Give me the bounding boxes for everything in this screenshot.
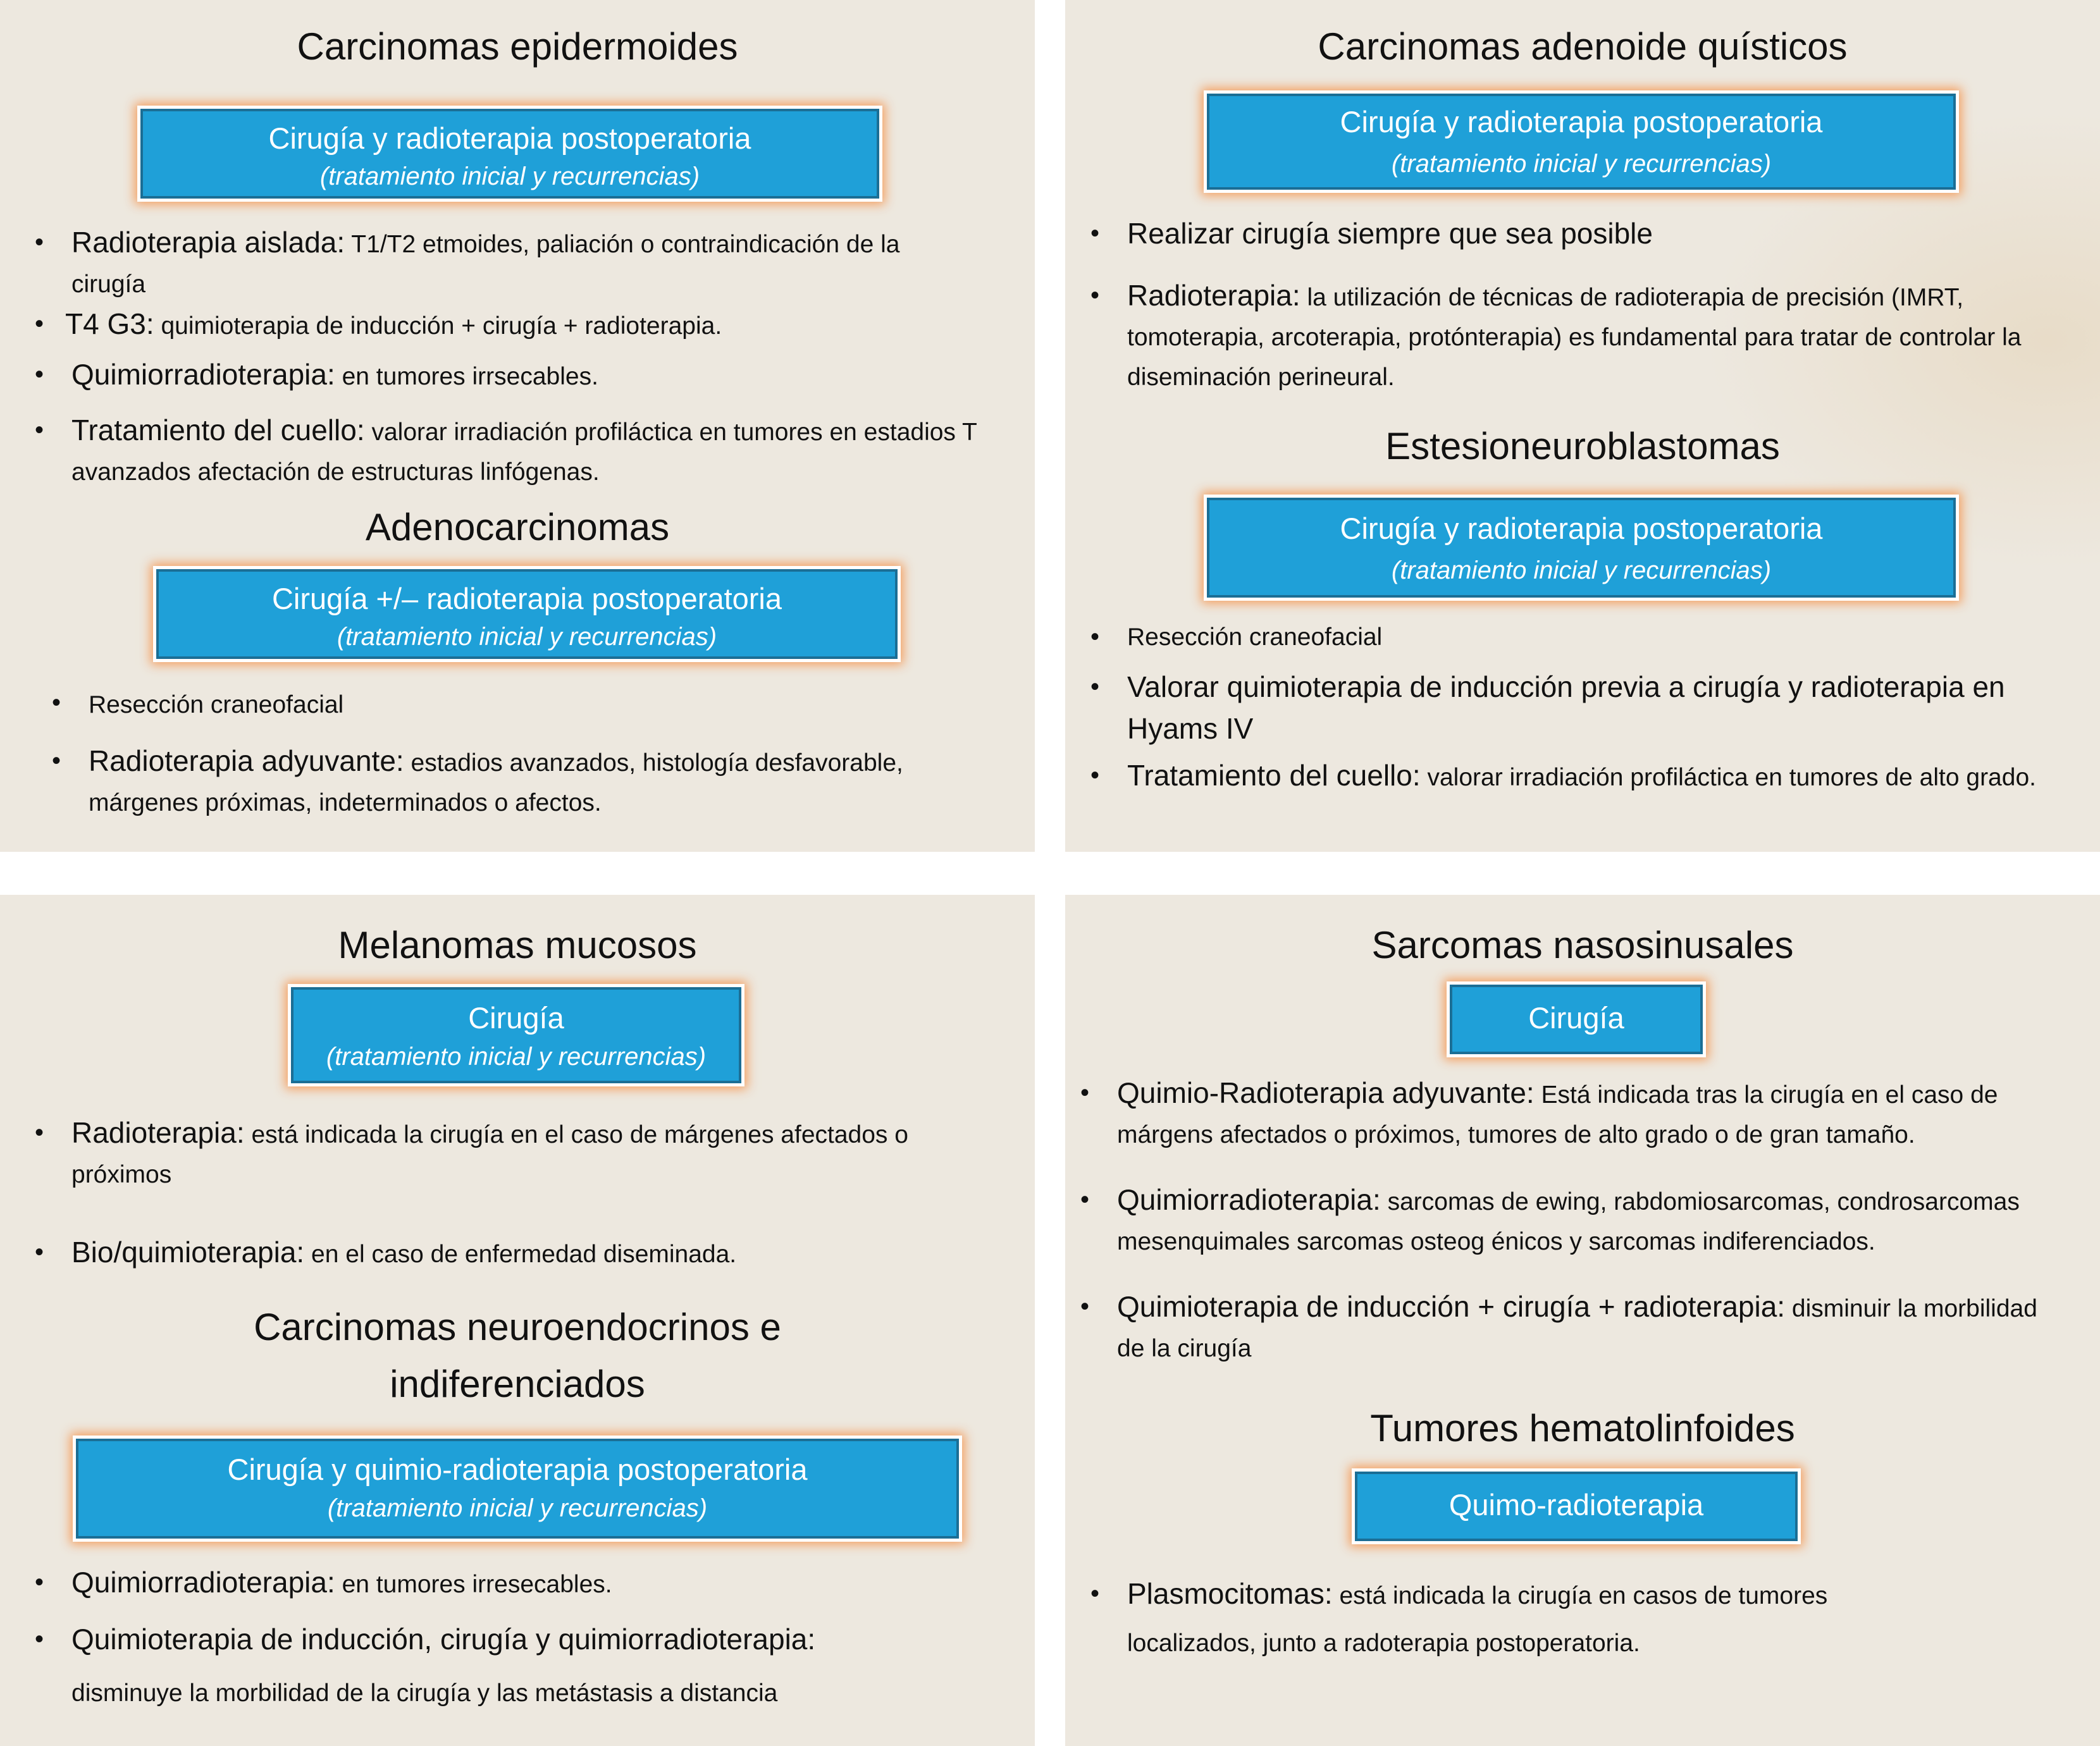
treatment-label: Quimo-radioterapia [1448,1488,1704,1522]
list-item: • Resección craneofacial [1090,617,2077,657]
list-item: • Radioterapia adyuvante: estadios avanzados, histología desfavorable, márgenes próximas, indeterminados o afectos. [52,741,975,823]
bullet-list [1090,214,2077,397]
section-title: Estesioneuroblastomas [1385,425,1780,467]
list-item: • Radioterapia: la utilización de técnicas de radioterapia de precisión (IMRT, tomoterapia, arcoterapia, protónterapia) es fundamental para tratar de controlar la diseminación perineural. [1090,276,2089,397]
bullet-list [35,1113,958,1274]
panel-sarcomas-nasosinusales [1065,895,2100,1746]
section-title: Melanomas mucosos [338,924,697,966]
list-item: • Bio/quimioterapia: en el caso de enfermedad diseminada. [35,1233,958,1274]
treatment-label: Cirugía y radioterapia postoperatoria [268,121,751,155]
treatment-box [1355,1472,1798,1541]
treatment-box [156,569,898,659]
treatment-label: Cirugía +/– radioterapia postoperatoria [271,582,782,615]
section-title-line2: indiferenciados [390,1363,645,1405]
list-item: • T4 G3: quimioterapia de inducción + cirugía + radioterapia. [35,304,971,346]
treatment-label: Cirugía y radioterapia postoperatoria [1340,105,1823,138]
treatment-box [1207,498,1956,598]
treatment-label: Cirugía [468,1001,564,1035]
list-item: • Plasmocitomas: está indicada la cirugía en casos de tumores localizados, junto a radoterapia postoperatoria. [1090,1570,1924,1667]
list-item: • Quimiorradioterapia: en tumores irresecables. [35,1563,971,1604]
treatment-box [140,109,879,199]
treatment-note: (tratamiento inicial y recurrencias) [327,1494,708,1522]
bullet-list [1080,1073,2073,1368]
section-title: Carcinomas adenoide quísticos [1318,25,1848,68]
treatment-box [1207,94,1956,190]
treatment-note: (tratamiento inicial y recurrencias) [1391,556,1772,584]
treatment-note: (tratamiento inicial y recurrencias) [326,1043,707,1071]
list-item: • Valorar quimioterapia de inducción previa a cirugía y radioterapia en Hyams IV [1090,667,2077,751]
list-item: • Quimioterapia de inducción, cirugía y quimiorradioterapia: disminuye la morbilidad de la cirugía y las metástasis a distancia [35,1613,919,1719]
list-item: • Radioterapia aislada: T1/T2 etmoides, paliación o contraindicación de la cirugía [35,223,971,304]
list-item: • Realizar cirugía siempre que sea posible [1090,214,2077,255]
section-title: Carcinomas epidermoides [297,25,738,68]
section-title: Sarcomas nasosinusales [1371,924,1794,966]
section-title: Carcinomas neuroendocrinos e [254,1306,781,1348]
list-item: • Radioterapia: está indicada la cirugía en el caso de márgenes afectados o próximos [35,1113,958,1195]
treatment-box [1450,985,1703,1054]
panel-melanomas-mucosos [0,895,1035,1746]
treatment-note: (tratamiento inicial y recurrencias) [337,623,717,651]
treatment-note: (tratamiento inicial y recurrencias) [1391,150,1772,178]
list-item: • Quimioterapia de inducción + cirugía + radioterapia: disminuir la morbilidad de la cirugía [1080,1287,2053,1368]
bullet-list [35,1563,971,1719]
treatment-box [291,987,741,1083]
bullet-list [1090,1570,2001,1667]
treatment-box [76,1439,959,1539]
panel-carcinomas-epidermoides [0,0,1035,852]
section-title: Tumores hematolinfoides [1370,1407,1795,1449]
list-item: • Tratamiento del cuello: valorar irradiación profiláctica en tumores de alto grado. [1090,756,2077,797]
treatment-note: (tratamiento inicial y recurrencias) [319,163,700,190]
bullet-list [35,223,977,492]
treatment-label: Cirugía [1528,1001,1624,1035]
list-item: • Quimio-Radioterapia adyuvante: Está indicada tras la cirugía en el caso de márgens afectados o próximos, tumores de alto grado o de gran tamaño. [1080,1073,2053,1155]
bullet-list [1090,617,2077,797]
bullet-list [52,683,975,823]
section-title: Adenocarcinomas [365,506,670,548]
list-item: • Resección craneofacial [52,683,975,725]
list-item: • Quimiorradioterapia: sarcomas de ewing, rabdomiosarcomas, condrosarcomas mesenquimales sarcomas osteog énicos y sarcomas indiferenciados. [1080,1180,2073,1262]
panel-carcinomas-adenoide-quisticos [1065,0,2100,852]
list-item: • Quimiorradioterapia: en tumores irrsecables. [35,355,971,397]
list-item: • Tratamiento del cuello: valorar irradiación profiláctica en tumores en estadios T avanzados afectación de estructuras linfógenas. [35,410,982,492]
treatment-label: Cirugía y quimio-radioterapia postoperatoria [227,1453,808,1486]
treatment-label: Cirugía y radioterapia postoperatoria [1340,512,1823,545]
